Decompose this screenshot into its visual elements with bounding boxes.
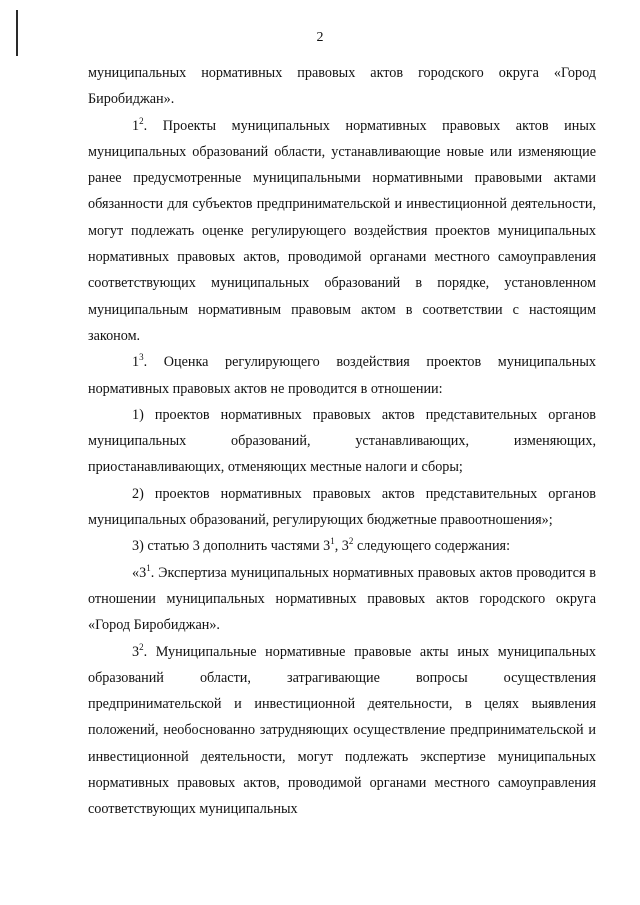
part-superscript: 3 bbox=[139, 352, 144, 363]
paragraph-text: 3) статью 3 дополнить частями 3 bbox=[132, 538, 331, 555]
part-superscript: 2 bbox=[139, 641, 144, 652]
paragraph-continuation: муниципальных нормативных правовых актов городского округа «Город Биробиджан». bbox=[88, 65, 596, 108]
part-number: 3 bbox=[132, 643, 140, 660]
part-number: 1 bbox=[132, 117, 140, 134]
part-number: «3 bbox=[132, 564, 147, 581]
list-item-3 bbox=[88, 533, 596, 559]
paragraph-text: . Экспертиза муниципальных нормативных правовых актов проводится в отношении муниципальных нормативных правовых актов городского округа «Город Биробиджан». bbox=[88, 564, 596, 634]
paragraph-text: . Муниципальные нормативные правовые акты иных муниципальных образований области, затрагивающие вопросы осуществления предпринимательской и инвестиционной деятельности, в целях выявления положений, необоснованно затрудняющих осуществление предпринимательской и инвестиционной деятельности, могут подлежать экспертизе муниципальных нормативных правовых актов, проводимой органами местного самоуправления соответствующих муниципальных bbox=[88, 643, 596, 818]
paragraph-3-2 bbox=[88, 639, 596, 823]
paragraph-text: следующего содержания: bbox=[353, 538, 511, 555]
document-body bbox=[88, 60, 596, 823]
paragraph-text: . Оценка регулирующего воздействия проектов муниципальных нормативных правовых актов не проводится в отношении: bbox=[88, 354, 596, 397]
paragraph-text: , 3 bbox=[334, 538, 349, 555]
list-item-2: 2) проектов нормативных правовых актов представительных органов муниципальных образований, регулирующих бюджетные правоотношения»; bbox=[88, 485, 596, 529]
paragraph-text: . Проекты муниципальных нормативных правовых актов иных муниципальных образований области, устанавливающие новые или изменяющие ранее предусмотренные муниципальными нормативными правовыми актами обязанности для субъектов предпринимательской и инвестиционной деятельности, могут подлежать оценке регулирующего воздействия проектов муниципальных нормативных правовых актов, проводимой органами местного самоуправления соответствующих муниципальных образований в порядке, установленном муниципальным нормативным правовым актом в соответствии с настоящим законом. bbox=[88, 117, 596, 344]
part-superscript: 1 bbox=[330, 536, 335, 547]
page-number: 2 bbox=[316, 30, 324, 45]
paragraph-3-1 bbox=[88, 560, 596, 639]
paragraph-1-3 bbox=[88, 349, 596, 402]
part-number: 1 bbox=[132, 354, 140, 371]
part-superscript: 2 bbox=[139, 115, 144, 126]
paragraph-1-2 bbox=[88, 113, 596, 350]
list-item-1: 1) проектов нормативных правовых актов представительных органов муниципальных образований, устанавливающих, изменяющих, приостанавливающих, отменяющих местные налоги и сборы; bbox=[88, 406, 596, 476]
part-superscript: 1 bbox=[146, 562, 151, 573]
part-superscript: 2 bbox=[348, 536, 354, 547]
